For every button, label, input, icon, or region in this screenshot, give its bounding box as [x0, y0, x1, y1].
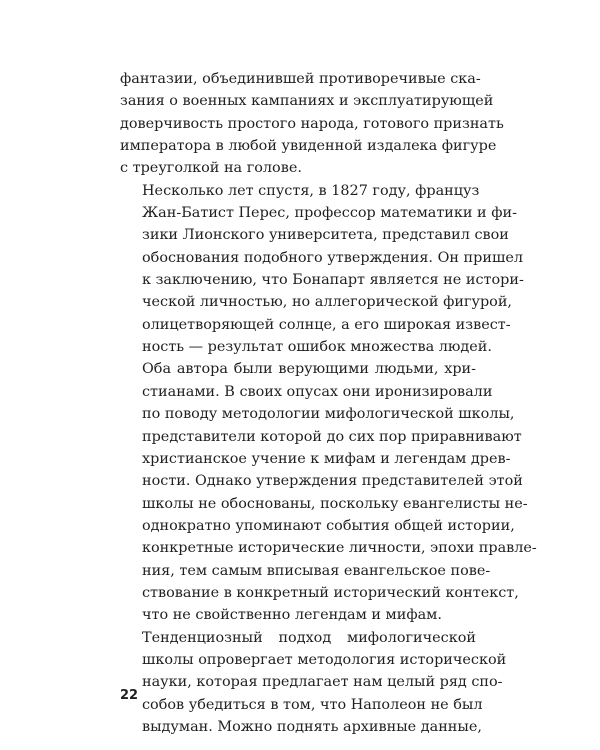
text-line: Тенденциозный подход мифологической	[142, 629, 476, 646]
text-line: императора в любой увиденной издалека фигуре	[120, 138, 497, 155]
text-line: ческой личностью, но аллегорической фигурой,	[142, 294, 512, 311]
text-line: Жан-Батист Перес, профессор математики и фи-	[142, 205, 517, 222]
text-line: с треуголкой на голове.	[120, 160, 302, 177]
paragraph-4	[120, 627, 507, 739]
text-line: ствование в конкретный исторический контекст,	[142, 584, 519, 601]
text-line: ность — результат ошибок множества людей.	[142, 339, 492, 356]
text-line: однократно упоминают события общей истории,	[142, 517, 515, 534]
text-line: ния, тем самым вписывая евангельское пове-	[142, 562, 491, 579]
text-line: христианское учение к мифам и легендам древ-	[142, 450, 511, 467]
page-number: 22	[120, 688, 139, 703]
text-line: обоснования подобного утверждения. Он пришел	[142, 249, 523, 266]
text-line: собов убедиться в том, что Наполеон не был	[142, 696, 483, 713]
text-line: зания о военных кампаниях и эксплуатирующей	[120, 93, 494, 110]
text-line: конкретные исторические личности, эпохи правле-	[142, 540, 537, 557]
text-line: стианами. В своих опусах они иронизировали	[142, 383, 493, 400]
text-line: ности. Однако утверждения представителей этой	[142, 473, 523, 490]
text-line: выдуман. Можно поднять архивные данные,	[142, 718, 482, 735]
text-line: зики Лионского университета, представил свои	[142, 227, 509, 244]
text-line: доверчивость простого народа, готового признать	[120, 115, 504, 132]
text-line: Оба автора были верующими людьми, хри-	[142, 361, 476, 378]
paragraph-3	[120, 358, 537, 626]
text-line: олицетворяющей солнце, а его широкая извест-	[142, 316, 511, 333]
text-line: представители которой до сих пор приравнивают	[142, 428, 522, 445]
text-line: школы не обоснованы, поскольку евангелисты не-	[142, 495, 528, 512]
paragraph-2	[120, 180, 524, 359]
text-line: по поводу методологии мифологической школы,	[142, 406, 515, 423]
text-line: что не свойственно легендам и мифам.	[142, 607, 442, 624]
text-line: Несколько лет спустя, в 1827 году, француз	[142, 182, 480, 199]
text-line: к заключению, что Бонапарт является не истори-	[142, 272, 524, 289]
text-line: школы опровергает методология исторической	[142, 651, 507, 668]
text-line: науки, которая предлагает нам целый ряд спо-	[142, 674, 503, 691]
body-text	[120, 68, 537, 738]
text-line: фантазии, объединившей противоречивые ска-	[120, 71, 481, 87]
paragraph-1	[120, 68, 504, 180]
